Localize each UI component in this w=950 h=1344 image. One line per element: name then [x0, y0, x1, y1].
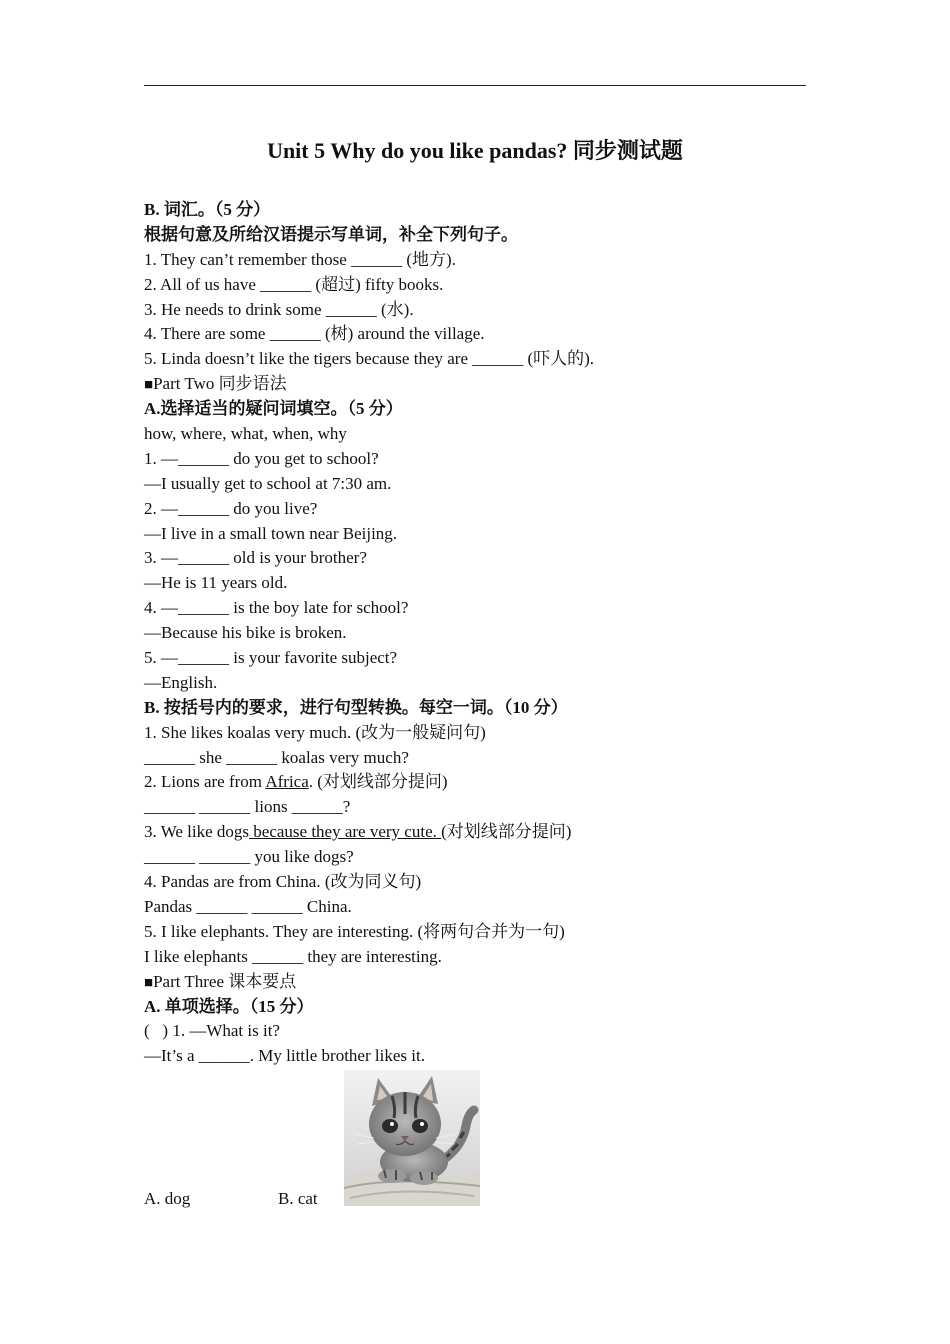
transform-question-2: 2. Lions are from Africa. (对划线部分提问): [144, 772, 448, 792]
word-bank: how, where, what, when, why: [144, 424, 347, 444]
worksheet-body: [144, 198, 806, 1069]
underlined-text: Africa: [265, 772, 309, 792]
vocab-item-1: 1. They can’t remember those ______ (地方).: [144, 249, 456, 269]
grammar-a-line-8: —Because his bike is broken.: [144, 623, 347, 643]
choice-question-1: ( ) 1. —What is it?: [144, 1021, 280, 1041]
grammar-a-line-2: —I usually get to school at 7:30 am.: [144, 473, 392, 493]
vocab-item-5: 5. Linda doesn’t like the tigers because they are ______ (吓人的).: [144, 349, 595, 369]
transform-answer-5: I like elephants ______ they are interesting.: [144, 946, 442, 966]
part-three-heading: [144, 970, 806, 995]
grammar-a-line-5: 3. —______ old is your brother?: [144, 548, 367, 568]
transform-answer-3: ______ ______ you like dogs?: [144, 847, 354, 867]
square-bullet-icon: ■: [144, 974, 154, 991]
transform-question-4: 4. Pandas are from China. (改为同义句): [144, 872, 422, 892]
grammar-b-heading: B. 按括号内的要求，进行句型转换。每空一词。（10 分）: [144, 697, 568, 717]
part-two-heading: [144, 372, 806, 397]
grammar-a-line-4: —I live in a small town near Beijing.: [144, 523, 398, 543]
grammar-a-line-1: 1. —______ do you get to school?: [144, 448, 379, 468]
transform-answer-4: Pandas ______ ______ China.: [144, 896, 352, 916]
transform-answer-1: ______ she ______ koalas very much?: [144, 747, 409, 767]
transform-question-5: 5. I like elephants. They are interesting. (将两句合并为一句): [144, 921, 565, 941]
grammar-a-line-6: —He is 11 years old.: [144, 573, 288, 593]
underlined-text: because they are very cute.: [249, 822, 442, 842]
part-three-label: Part Three 课本要点: [153, 971, 297, 991]
grammar-a-line-7: 4. —______ is the boy late for school?: [144, 598, 409, 618]
grammar-a-line-10: —English.: [144, 672, 218, 692]
transform-question-3: 3. We like dogs because they are very cute. (对划线部分提问): [144, 822, 572, 842]
vocab-heading: B. 词汇。（5 分）: [144, 200, 271, 219]
option-a: A. dog: [144, 1189, 191, 1208]
vocab-item-3: 3. He needs to drink some ______ (水).: [144, 299, 414, 319]
page-title: Unit 5 Why do you like pandas? 同步测试题: [267, 138, 683, 163]
choice-question-1-prompt: —It’s a ______. My little brother likes it.: [144, 1046, 425, 1066]
option-b: B. cat: [278, 1189, 318, 1208]
vocab-item-4: 4. There are some ______ (树) around the village.: [144, 324, 485, 344]
square-bullet-icon: ■: [144, 377, 154, 394]
grammar-a-line-3: 2. —______ do you live?: [144, 498, 318, 518]
grammar-a-line-9: 5. —______ is your favorite subject?: [144, 648, 398, 668]
choice-heading: A. 单项选择。（15 分）: [144, 996, 314, 1016]
cat-photo: [344, 1070, 480, 1206]
grammar-a-heading: A.选择适当的疑问词填空。（5 分）: [144, 399, 403, 419]
vocab-item-2: 2. All of us have ______ (超过) fifty books.: [144, 274, 444, 294]
transform-question-1: 1. She likes koalas very much. (改为一般疑问句): [144, 722, 486, 742]
header-rule: [144, 85, 806, 86]
vocab-instruction: 根据句意及所给汉语提示写单词，补全下列句子。: [144, 224, 518, 244]
part-two-label: Part Two 同步语法: [153, 374, 287, 394]
transform-answer-2: ______ ______ lions ______?: [144, 797, 351, 817]
